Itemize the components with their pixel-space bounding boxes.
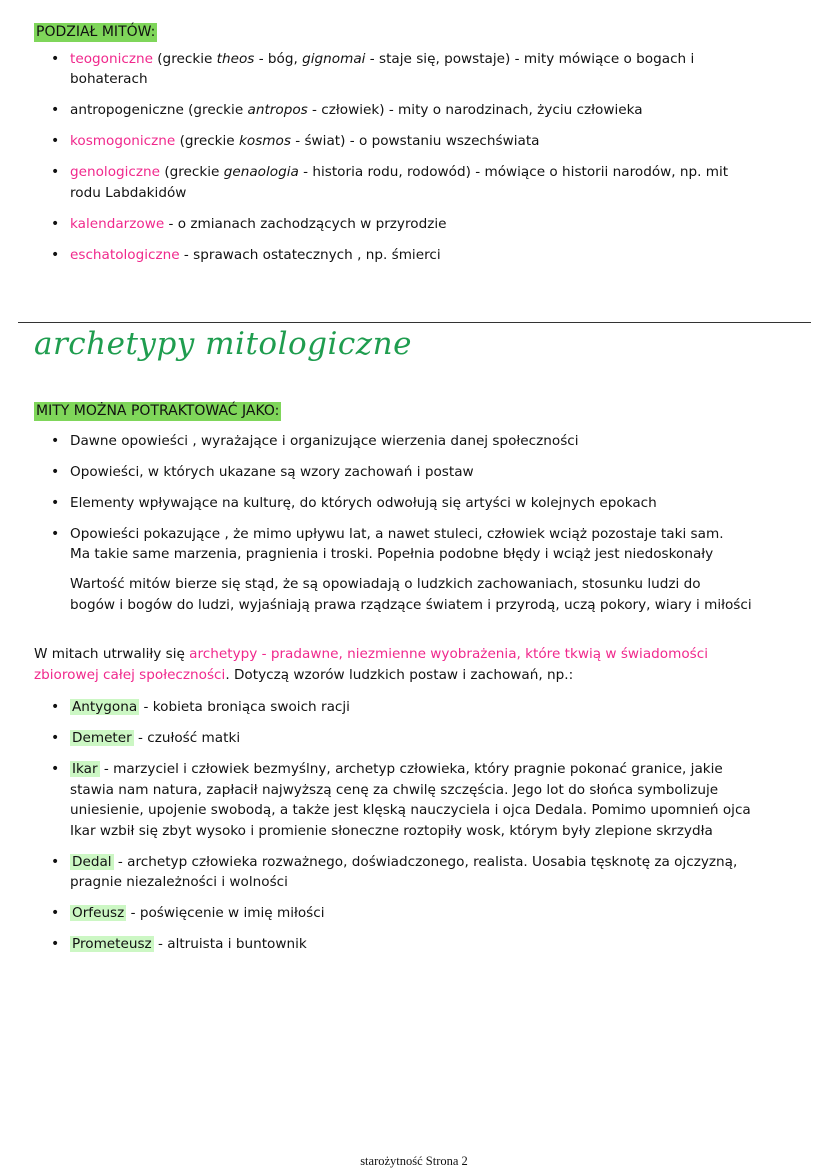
text-segment: genaologia: [223, 164, 299, 180]
text-segment: - czułość matki: [133, 730, 241, 746]
text-segment: - bóg,: [254, 50, 303, 67]
list-item: [34, 131, 812, 152]
section-heading: PODZIAŁ MITÓW:: [36, 24, 156, 40]
highlighted-term: kosmogoniczne: [70, 133, 176, 149]
divider: [18, 322, 811, 323]
text-segment: antropogeniczne (greckie: [70, 102, 248, 118]
text-segment: . Dotyczą wzorów ludzkich postaw i zachowań, np.:: [225, 666, 574, 683]
text-segment: Opowieści, w których ukazane są wzory zachowań i postaw: [70, 463, 474, 480]
text-segment: Dawne opowieści , wyrażające i organizujące wierzenia danej społeczności: [70, 432, 579, 449]
text-segment: - archetyp człowieka rozważnego, doświadczonego, realista. Uosabia tęsknotę za ojczyzną, pragnie niezależności i wolności: [70, 853, 738, 890]
highlighted-term: genologiczne: [70, 164, 161, 180]
list-item: [34, 903, 812, 924]
list-item: [34, 697, 812, 718]
text-segment: theos: [216, 50, 255, 67]
note-paragraph: Wartość mitów bierze się stąd, że są opowiadają o ludzkich zachowaniach, stosunku ludzi do bogów i bogów do ludzi, wyjaśniają prawa rządzące światem i przyrodą, uczą pokory, wiary i miłości: [70, 576, 752, 613]
text-segment: - kobieta broniąca swoich racji: [139, 699, 350, 715]
list-item: [34, 524, 812, 565]
list-item: [34, 493, 812, 514]
list-item: [34, 852, 812, 893]
text-segment: - staje się, powstaje) - mity mówiące o bogach i bohaterach: [70, 50, 695, 87]
section-archetypes: [34, 644, 812, 965]
text-segment: Elementy wpływające na kulturę, do których odwołują się artyści w kolejnych epokach: [70, 494, 657, 511]
myths-as-list: [34, 431, 812, 565]
section-myth-types: [34, 22, 812, 276]
intro-paragraph: [34, 644, 812, 685]
highlighted-term: eschatologiczne: [70, 246, 180, 263]
text-segment: - świat) - o powstaniu wszechświata: [290, 133, 540, 149]
myth-types-list: [34, 49, 812, 266]
highlighted-name: Prometeusz: [72, 936, 152, 952]
list-item: [34, 462, 812, 483]
text-segment: - historia rodu, rodowód) - mówiące o historii narodów, np. mit rodu Labdakidów: [70, 164, 729, 201]
text-segment: W mitach utrwaliły się: [34, 646, 190, 662]
highlighted-term: teogoniczne: [70, 50, 153, 67]
text-segment: (greckie: [175, 133, 239, 149]
highlighted-term: archetypy - pradawne, niezmienne wyobrażenia, które tkwią w świadomości zbiorowej całej społeczności: [34, 646, 708, 683]
text-segment: Opowieści pokazujące , że mimo upływu lat, a nawet stuleci, człowiek wciąż pozostaje taki sam. Ma takie same marzenia, pragnienia i troski. Popełnia podobne błędy i wciąż jest niedoskonały: [70, 525, 724, 562]
highlighted-name: Ikar: [72, 761, 98, 777]
highlighted-name: Demeter: [72, 730, 132, 746]
archetypes-list: [34, 697, 812, 955]
highlighted-name: Antygona: [72, 699, 138, 715]
section-myths-as: [34, 401, 812, 615]
text-segment: kosmos: [239, 133, 291, 149]
list-item: [34, 49, 812, 90]
highlighted-name: Dedal: [72, 853, 112, 870]
list-item: [34, 162, 812, 203]
text-segment: antropos: [247, 102, 308, 118]
text-segment: (greckie: [160, 164, 224, 180]
text-segment: (greckie: [152, 50, 217, 67]
text-segment: - marzyciel i człowiek bezmyślny, archetyp człowieka, który pragnie pokonać granice, jakie stawia nam natura, zapłacił najwyższą cenę za chwilę szczęścia. Jego lot do słońca symbolizuje uniesienie, upojenie swobodą, a także jest klęską nauczyciela i ojca Dedala. Pomimo upomnień ojca Ikar wzbił się zbyt wysoko i promienie słoneczne roztopiły wosk, którym były zlepione skrzydła: [70, 761, 751, 839]
list-item: [34, 759, 812, 841]
list-item: [34, 728, 812, 749]
highlighted-name: Orfeusz: [72, 905, 125, 921]
text-segment: - sprawach ostatecznych , np. śmierci: [179, 246, 441, 263]
text-segment: - poświęcenie w imię miłości: [126, 905, 325, 921]
list-item: [34, 934, 812, 955]
list-item: [34, 100, 812, 121]
text-segment: - człowiek) - mity o narodzinach, życiu człowieka: [307, 102, 643, 118]
page-title: archetypy mitologiczne: [34, 326, 412, 362]
text-segment: - o zmianach zachodzących w przyrodzie: [164, 215, 447, 232]
page-footer: starożytność Strona 2: [360, 1154, 468, 1168]
list-item: [34, 245, 812, 266]
text-segment: gignomai: [302, 50, 366, 67]
highlighted-term: kalendarzowe: [70, 215, 165, 232]
section-heading: MITY MOŻNA POTRAKTOWAĆ JAKO:: [36, 403, 280, 419]
text-segment: - altruista i buntownik: [153, 936, 307, 952]
list-item: [34, 431, 812, 452]
list-item: [34, 214, 812, 235]
